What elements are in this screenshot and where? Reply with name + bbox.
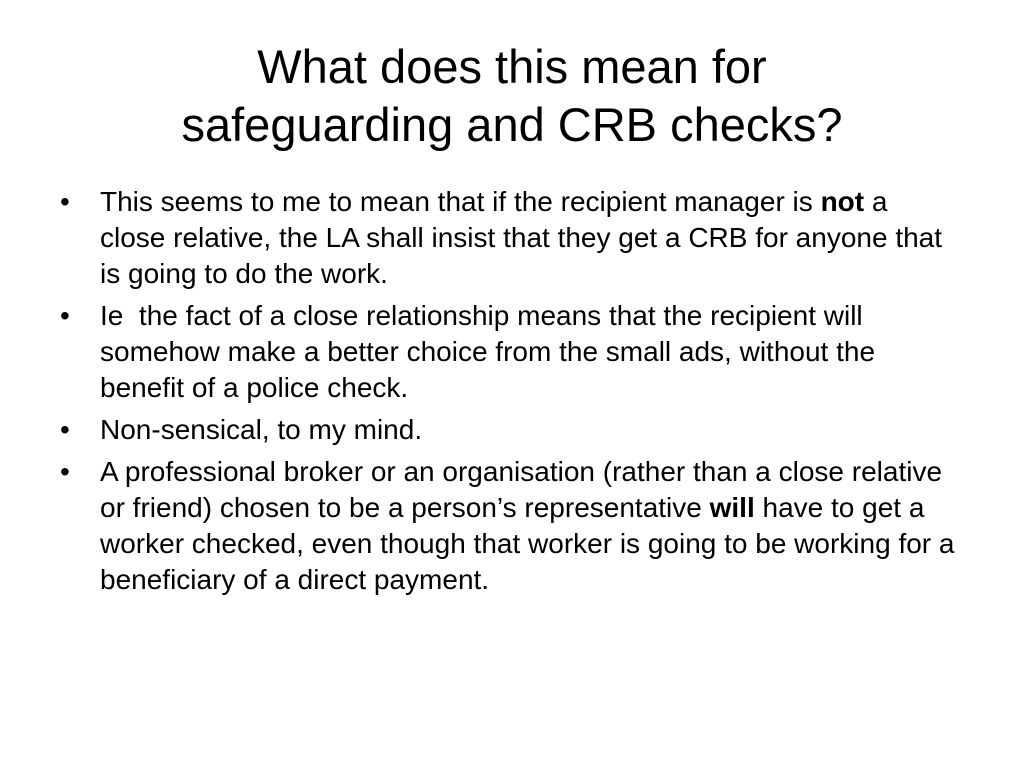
bullet-marker: • xyxy=(60,300,70,331)
bullet-bold-text: not xyxy=(820,186,865,217)
slide-title-line-2: safeguarding and CRB checks? xyxy=(181,98,843,151)
bullet-text xyxy=(100,300,883,403)
bullet-item-2 xyxy=(58,298,958,406)
bullet-item-3 xyxy=(58,412,958,448)
bullet-text-part: a close relative, the LA shall insist that they get a CRB for anyone that is going to do the work. xyxy=(100,186,943,289)
bullet-text-part: This seems to me to mean that if the recipient manager is xyxy=(100,186,821,217)
bullet-marker: • xyxy=(60,456,70,487)
bullet-marker: • xyxy=(60,414,70,445)
bullet-text-part: have to get a worker checked, even though that worker is going to be working for a beneficiary of a direct payment. xyxy=(100,492,955,595)
bullet-text-part: A professional broker or an organisation (rather than a close relative or friend) chosen to be a person’s representative xyxy=(100,456,943,523)
bullet-item-1 xyxy=(58,184,958,292)
bullet-text xyxy=(100,186,942,289)
bullet-list xyxy=(58,184,958,604)
bullet-bold-text: will xyxy=(709,492,755,523)
slide-title-line-1: What does this mean for xyxy=(257,40,767,93)
bullet-text-part: Ie the fact of a close relationship means that the recipient will somehow make a better choice from the small ads, without the benefit of a police check. xyxy=(100,300,883,403)
bullet-marker: • xyxy=(60,186,70,217)
bullet-item-4 xyxy=(58,454,958,598)
slide-title xyxy=(60,38,964,154)
bullet-text xyxy=(100,414,422,445)
bullet-text-part: Non-sensical, to my mind. xyxy=(100,414,423,445)
bullet-text xyxy=(100,456,954,595)
